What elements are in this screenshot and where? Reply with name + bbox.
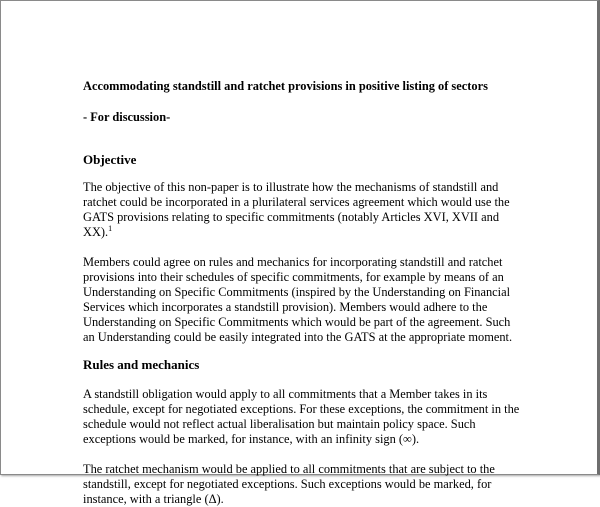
section-heading-rules-and-mechanics: Rules and mechanics <box>83 357 200 372</box>
objective-paragraph-1 <box>83 180 523 240</box>
paragraph-text: The objective of this non-paper is to illustrate how the mechanisms of standstill and ratchet could be incorporated in a plurilateral services agreement which would use the GATS provisions relating to specific commitments (notably Articles XVI, XVII and XX). <box>83 180 510 239</box>
section-heading-objective: Objective <box>83 152 137 167</box>
document-body <box>83 79 523 507</box>
footnote-reference[interactable]: 1 <box>108 223 113 233</box>
rules-paragraph-2: The ratchet mechanism would be applied to all commitments that are subject to the standstill, except for negotiated exceptions. Such exceptions would be marked, for instance, with a triangle (Δ). <box>83 462 495 506</box>
document-subtitle: - For discussion- <box>83 110 171 124</box>
rules-paragraph-1: A standstill obligation would apply to all commitments that a Member takes in its schedule, except for negotiated exceptions. For these exceptions, the commitment in the schedule would not reflect actual liberalisation but maintain policy space. Such exceptions would be marked, for instance, with an infinity sign (∞). <box>83 387 520 446</box>
objective-paragraph-2: Members could agree on rules and mechanics for incorporating standstill and ratchet provisions into their schedules of specific commitments, for example by means of an Understanding on Specific Commitments (inspired by the Understanding on Financial Services which incorporates a standstill provision). Members would adhere to the Understanding on Specific Commitments which would be part of the agreement. Such an Understanding could be easily integrated into the GATS at the appropriate moment. <box>83 255 513 344</box>
document-title: Accommodating standstill and ratchet provisions in positive listing of sectors <box>83 79 488 93</box>
